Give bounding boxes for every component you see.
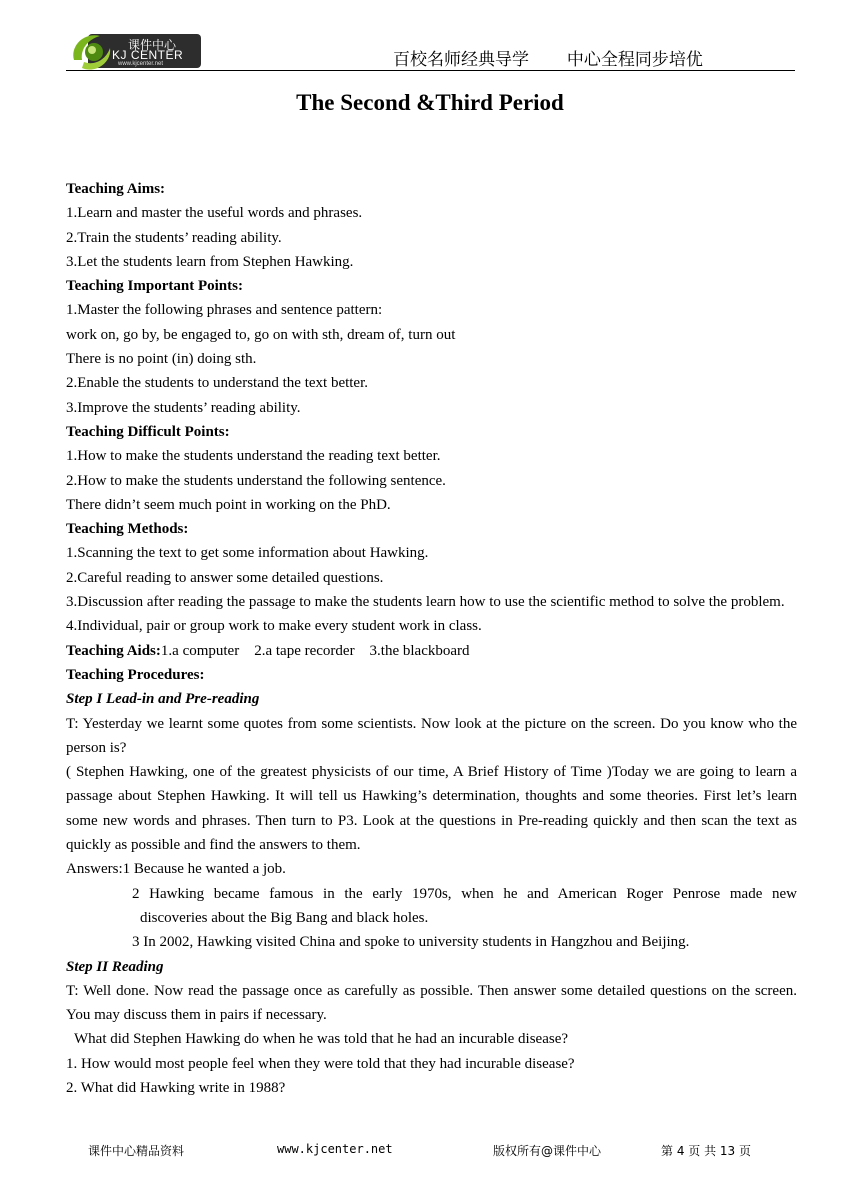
question-item: 1. How would most people feel when they were told that they had incurable disease? xyxy=(66,1055,575,1072)
aim-item: 1.Learn and master the useful words and phrases. xyxy=(66,205,363,222)
answer-line: 3 In 2002, Hawking visited China and spoke to university students in Hangzhou and Beijing. xyxy=(132,934,690,951)
important-point: 3.Improve the students’ reading ability. xyxy=(66,399,301,416)
important-points-heading: Teaching Important Points: xyxy=(66,278,243,295)
difficult-point: 2.How to make the students understand the following sentence. xyxy=(66,472,446,489)
footer-left-text: 课件中心精品资料 xyxy=(88,1144,185,1158)
aim-item: 3.Let the students learn from Stephen Hawking. xyxy=(66,253,354,270)
teaching-aids-line xyxy=(66,639,797,663)
aims-heading: Teaching Aims: xyxy=(66,181,166,197)
method-item: 2.Careful reading to answer some detailed questions. xyxy=(66,569,384,586)
difficult-point: 1.How to make the students understand the reading text better. xyxy=(66,448,441,465)
logo-english-text: KJ CENTER xyxy=(112,48,184,62)
aim-item: 2.Train the students’ reading ability. xyxy=(66,229,282,246)
footer-url: www.kjcenter.net xyxy=(277,1142,393,1156)
step-two-heading: Step II Reading xyxy=(66,958,164,975)
method-item: 4.Individual, pair or group work to make every student work in class. xyxy=(66,618,482,635)
question-item: 2. What did Hawking write in 1988? xyxy=(66,1079,286,1096)
procedures-heading: Teaching Procedures: xyxy=(66,666,205,683)
method-item: 1.Scanning the text to get some information about Hawking. xyxy=(66,545,429,562)
difficult-points-heading: Teaching Difficult Points: xyxy=(66,423,230,440)
kjcenter-logo xyxy=(66,30,202,72)
logo-swirl-icon xyxy=(66,30,118,74)
methods-heading: Teaching Methods: xyxy=(66,521,189,538)
step-one-paragraph: T: Yesterday we learnt some quotes from some scientists. Now look at the picture on the screen. Do you know who the person is? xyxy=(66,715,797,756)
logo-chinese-text: 课件中心 xyxy=(128,38,177,52)
footer-copyright: 版权所有@课件中心 xyxy=(493,1144,602,1158)
lesson-content xyxy=(66,177,797,1100)
answer-line: 2 Hawking became famous in the early 1970s, when he and American Roger Penrose made new xyxy=(132,885,797,902)
answer-line: Answers:1 Because he wanted a job. xyxy=(66,861,286,878)
difficult-point: There didn’t seem much point in working on the PhD. xyxy=(66,496,391,513)
footer-page-number: 第 4 页 共 13 页 xyxy=(661,1144,751,1158)
page-title: The Second &Third Period xyxy=(296,90,564,115)
step-one-paragraph: ( Stephen Hawking, one of the greatest physicists of our time, A Brief History of Time )Today we are going to learn a passage about Stephen Hawking. It will tell us Hawking’s determination, thoughts and some theories. First let’s learn some new words and phrases. Then turn to P3. Look at the questions in Pre-reading quickly and then scan the text as quickly as possible and find the answers to them. xyxy=(66,764,797,854)
important-point: There is no point (in) doing sth. xyxy=(66,351,257,368)
question-item: What did Stephen Hawking do when he was told that he had an incurable disease? xyxy=(74,1031,569,1048)
logo-url-text: www.kjcenter.net xyxy=(118,61,164,67)
aids-text: 1.a computer 2.a tape recorder 3.the blackboard xyxy=(160,642,470,659)
answer-line: discoveries about the Big Bang and black holes. xyxy=(140,909,429,926)
header-slogan: 百校名师经典导学 中心全程同步培优 xyxy=(393,50,703,70)
step-one-heading: Step I Lead-in and Pre-reading xyxy=(66,691,260,708)
method-item: 3.Discussion after reading the passage to make the students learn how to use the scientific method to solve the problem. xyxy=(66,594,785,611)
aids-heading: Teaching Aids: xyxy=(66,642,161,659)
important-point: 2.Enable the students to understand the text better. xyxy=(66,375,369,392)
important-point: work on, go by, be engaged to, go on with sth, dream of, turn out xyxy=(66,326,456,343)
step-two-paragraph: T: Well done. Now read the passage once as carefully as possible. Then answer some detailed questions on the screen. You may discuss them in pairs if necessary. xyxy=(66,982,797,1024)
important-point: 1.Master the following phrases and sentence pattern: xyxy=(66,302,383,319)
header-divider xyxy=(66,70,795,71)
